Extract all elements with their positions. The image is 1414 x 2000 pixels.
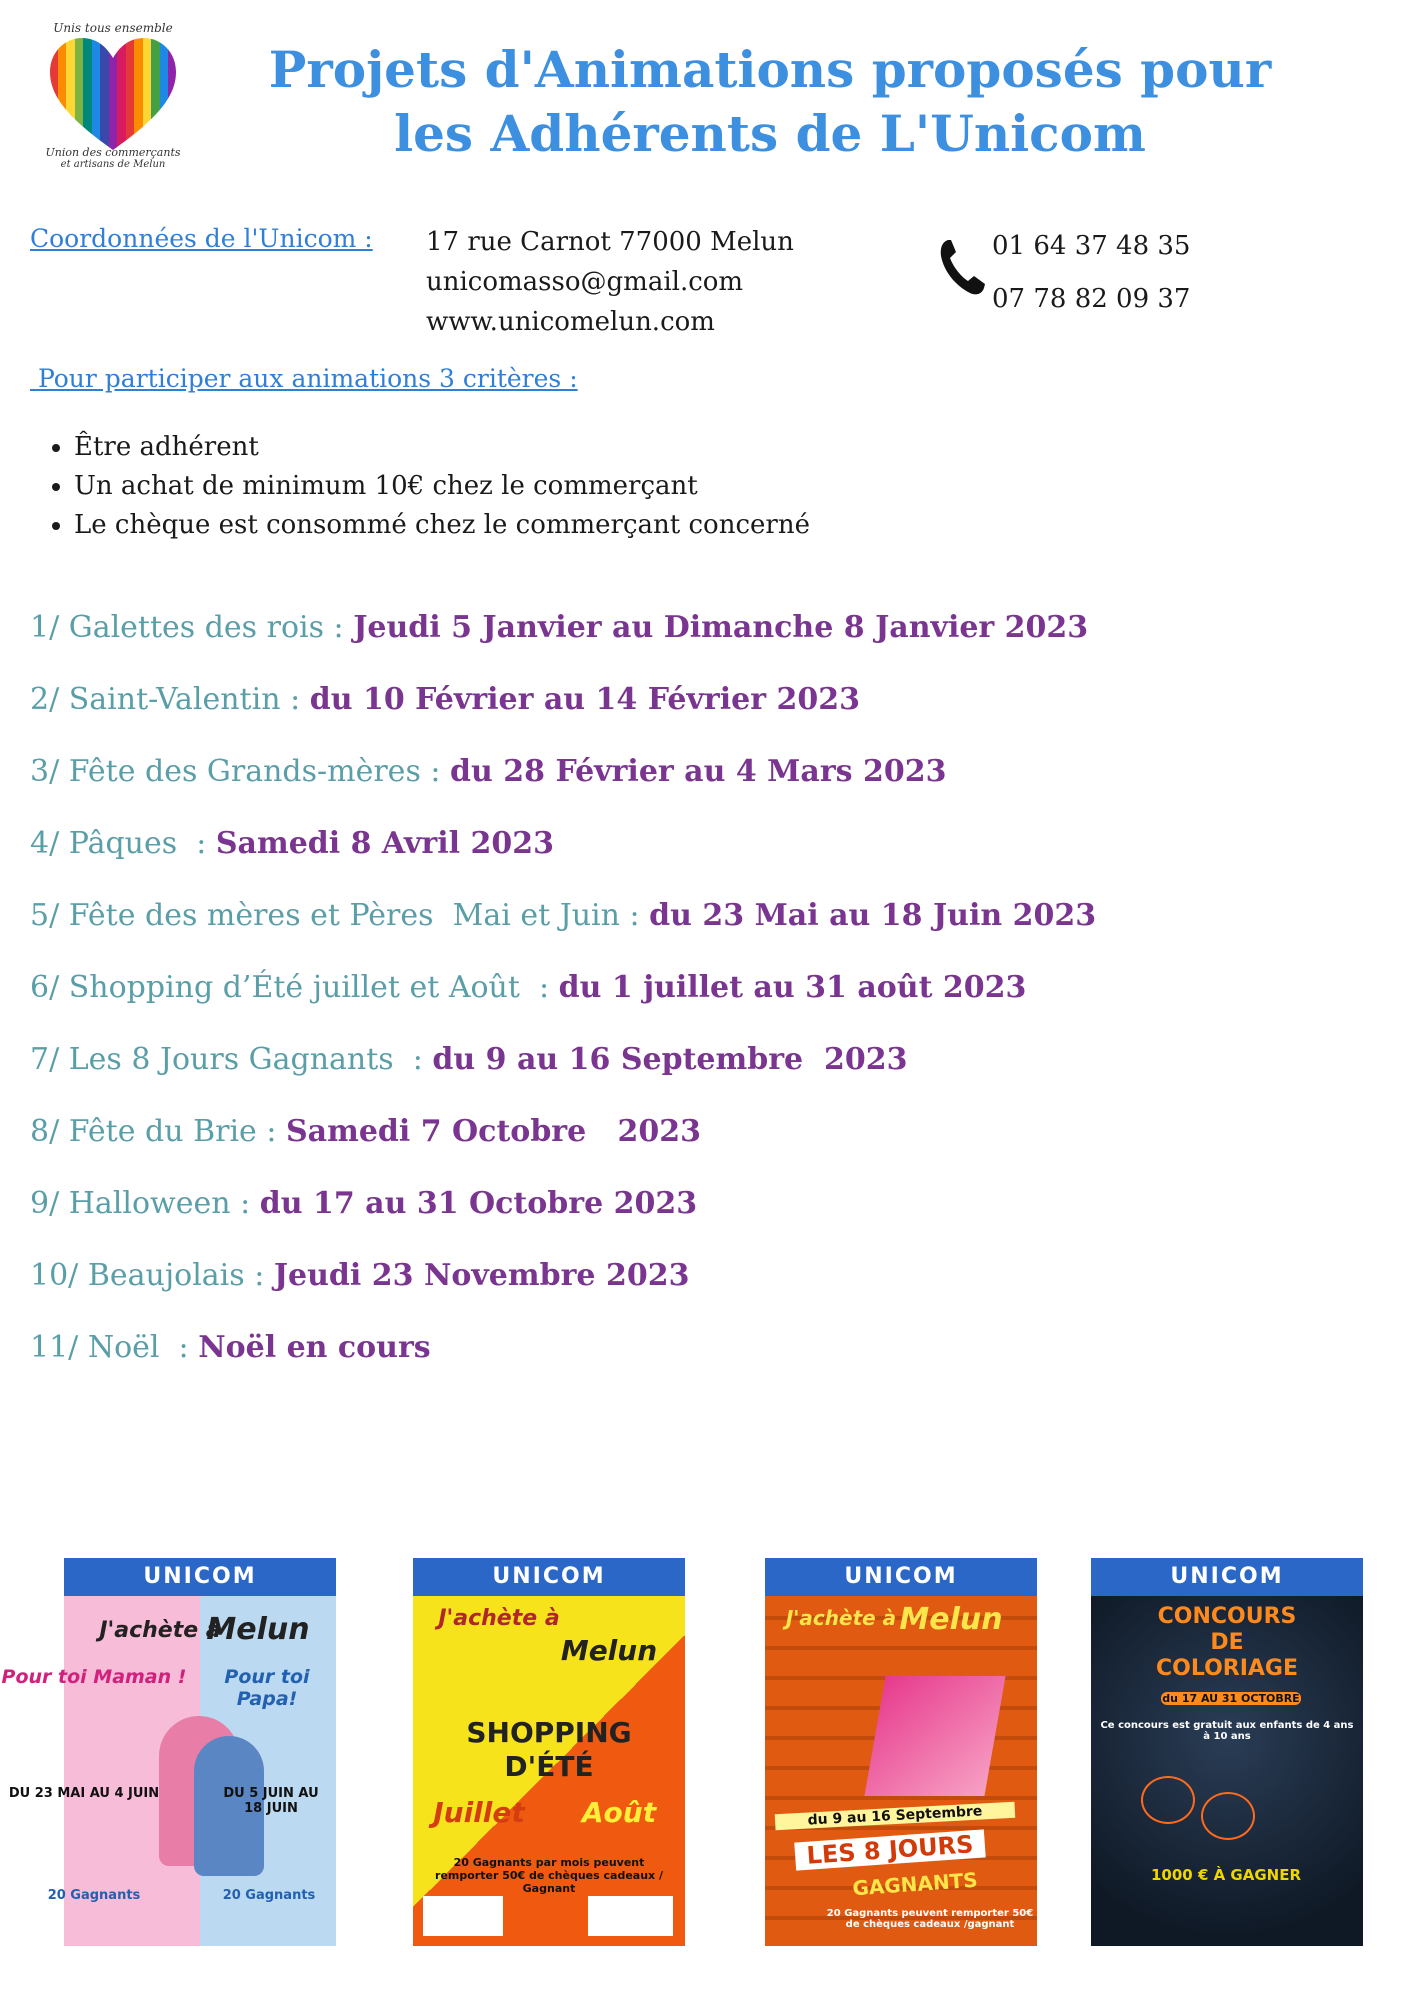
pumpkin-icon bbox=[1201, 1792, 1255, 1840]
event-name: 7/ Les 8 Jours Gagnants : bbox=[30, 1042, 433, 1077]
poster-concours-coloriage bbox=[1091, 1558, 1363, 1946]
poster-dates: du 17 AU 31 OCTOBRE bbox=[1162, 1692, 1300, 1705]
poster-dates: du 9 au 16 Septembre bbox=[775, 1802, 1016, 1831]
poster-brand: UNICOM bbox=[413, 1558, 685, 1596]
poster-headline: LES 8 JOURS bbox=[794, 1829, 985, 1870]
poster-info: 20 Gagnants par mois peuvent remporter 50€ de chèques cadeaux / Gagnant bbox=[435, 1856, 663, 1895]
email-link[interactable]: unicomasso@gmail.com bbox=[426, 267, 744, 297]
event-row bbox=[30, 606, 1096, 678]
event-date: du 10 Février au 14 Février 2023 bbox=[309, 682, 860, 717]
poster-subheadline: GAGNANTS bbox=[851, 1867, 979, 1901]
contact-label: Coordonnées de l'Unicom : bbox=[30, 224, 373, 253]
event-name: 5/ Fête des mères et Pères Mai et Juin : bbox=[30, 898, 650, 933]
event-row bbox=[30, 894, 1096, 966]
phone-icon bbox=[938, 238, 986, 296]
event-name: 11/ Noël : bbox=[30, 1330, 199, 1365]
poster-date-left: DU 23 MAI AU 4 JUIN bbox=[8, 1786, 160, 1801]
event-name: 6/ Shopping d’Été juillet et Août : bbox=[30, 970, 559, 1005]
criteria-item: • Être adhérent bbox=[74, 428, 810, 467]
contact-details bbox=[426, 222, 794, 342]
criteria-item: • Le chèque est consommé chez le commerçant concerné bbox=[74, 506, 810, 545]
poster-date-right: DU 5 JUIN AU 18 JUIN bbox=[223, 1786, 319, 1816]
title-line-1: Projets d'Animations proposés pour bbox=[268, 40, 1272, 99]
event-date: du 28 Février au 4 Mars 2023 bbox=[450, 754, 947, 789]
phone-numbers bbox=[992, 220, 1190, 326]
poster-brand: UNICOM bbox=[64, 1558, 336, 1596]
event-row bbox=[30, 1182, 1096, 1254]
shopping-bags-illustration bbox=[864, 1676, 1005, 1796]
event-row bbox=[30, 1326, 1096, 1398]
heart-logo-icon bbox=[38, 18, 188, 168]
poster-city: Melun bbox=[899, 1602, 1003, 1637]
criteria-list bbox=[44, 428, 810, 545]
poster-tagline: J'achète à bbox=[438, 1606, 560, 1631]
event-date: du 1 juillet au 31 août 2023 bbox=[558, 970, 1027, 1005]
poster-city: Melun bbox=[560, 1634, 658, 1667]
event-row bbox=[30, 822, 1096, 894]
poster-text-right: Pour toi Papa! bbox=[224, 1666, 310, 1710]
event-name: 2/ Saint-Valentin : bbox=[30, 682, 310, 717]
event-row bbox=[30, 1038, 1096, 1110]
poster-city: Melun bbox=[206, 1612, 310, 1647]
event-name: 10/ Beaujolais : bbox=[30, 1258, 274, 1293]
event-date: du 23 Mai au 18 Juin 2023 bbox=[649, 898, 1097, 933]
poster-gallery bbox=[0, 1558, 1414, 1948]
poster-headline: CONCOURS DE COLORIAGE bbox=[1155, 1604, 1299, 1681]
event-name: 8/ Fête du Brie : bbox=[30, 1114, 286, 1149]
event-date: Jeudi 23 Novembre 2023 bbox=[273, 1258, 690, 1293]
events-list bbox=[30, 606, 1096, 1398]
poster-headline: SHOPPING D'ÉTÉ bbox=[466, 1716, 632, 1783]
phone-2[interactable]: 07 78 82 09 37 bbox=[992, 284, 1191, 314]
poster-prize: 1000 € À GAGNER bbox=[1150, 1866, 1302, 1884]
cheque-thumbnail bbox=[423, 1896, 503, 1936]
poster-fete-meres-peres bbox=[1, 1558, 336, 1946]
poster-info: Ce concours est gratuit aux enfants de 4 ans à 10 ans bbox=[1100, 1720, 1354, 1742]
event-row bbox=[30, 750, 1096, 822]
poster-month-right: Août bbox=[581, 1796, 657, 1829]
unicom-logo bbox=[38, 18, 188, 168]
phone-1[interactable]: 01 64 37 48 35 bbox=[992, 231, 1191, 261]
event-row bbox=[30, 678, 1096, 750]
event-date: Noël en cours bbox=[198, 1330, 431, 1365]
poster-shopping-ete bbox=[413, 1558, 685, 1946]
event-name: 1/ Galettes des rois : bbox=[30, 610, 354, 645]
event-date: Jeudi 5 Janvier au Dimanche 8 Janvier 2023 bbox=[353, 610, 1089, 645]
event-name: 9/ Halloween : bbox=[30, 1186, 260, 1221]
event-name: 4/ Pâques : bbox=[30, 826, 216, 861]
page-title bbox=[220, 38, 1320, 166]
svg-text:Union des commerçants: Union des commerçants bbox=[45, 146, 181, 159]
criteria-title: Pour participer aux animations 3 critères : bbox=[30, 364, 578, 393]
svg-text:et artisans de Melun: et artisans de Melun bbox=[60, 159, 166, 170]
event-row bbox=[30, 1110, 1096, 1182]
poster-brand: UNICOM bbox=[1091, 1558, 1363, 1596]
event-row bbox=[30, 1254, 1096, 1326]
poster-winners-right: 20 Gagnants bbox=[222, 1888, 316, 1903]
poster-tagline: J'achète à bbox=[99, 1618, 221, 1643]
poster-tagline: J'achète à bbox=[785, 1606, 897, 1630]
event-date: Samedi 8 Avril 2023 bbox=[215, 826, 554, 861]
website-link[interactable]: www.unicomelun.com bbox=[426, 307, 715, 337]
event-date: Samedi 7 Octobre 2023 bbox=[285, 1114, 702, 1149]
poster-month-left: Juillet bbox=[433, 1796, 525, 1829]
poster-info: 20 Gagnants peuvent remporter 50€ de chèques cadeaux /gagnant bbox=[826, 1908, 1034, 1930]
poster-winners-left: 20 Gagnants bbox=[47, 1888, 141, 1903]
poster-brand: UNICOM bbox=[765, 1558, 1037, 1596]
cheque-thumbnail bbox=[588, 1896, 673, 1936]
poster-8-jours-gagnants bbox=[765, 1558, 1037, 1946]
event-row bbox=[30, 966, 1096, 1038]
criteria-item: • Un achat de minimum 10€ chez le commerçant bbox=[74, 467, 810, 506]
svg-text:Unis tous ensemble: Unis tous ensemble bbox=[53, 21, 173, 35]
poster-text-left: Pour toi Maman ! bbox=[1, 1666, 187, 1688]
pumpkin-icon bbox=[1141, 1776, 1195, 1824]
event-date: du 9 au 16 Septembre 2023 bbox=[432, 1042, 908, 1077]
event-name: 3/ Fête des Grands-mères : bbox=[30, 754, 451, 789]
event-date: du 17 au 31 Octobre 2023 bbox=[259, 1186, 698, 1221]
address: 17 rue Carnot 77000 Melun bbox=[426, 227, 794, 257]
title-line-2: les Adhérents de L'Unicom bbox=[394, 104, 1146, 163]
